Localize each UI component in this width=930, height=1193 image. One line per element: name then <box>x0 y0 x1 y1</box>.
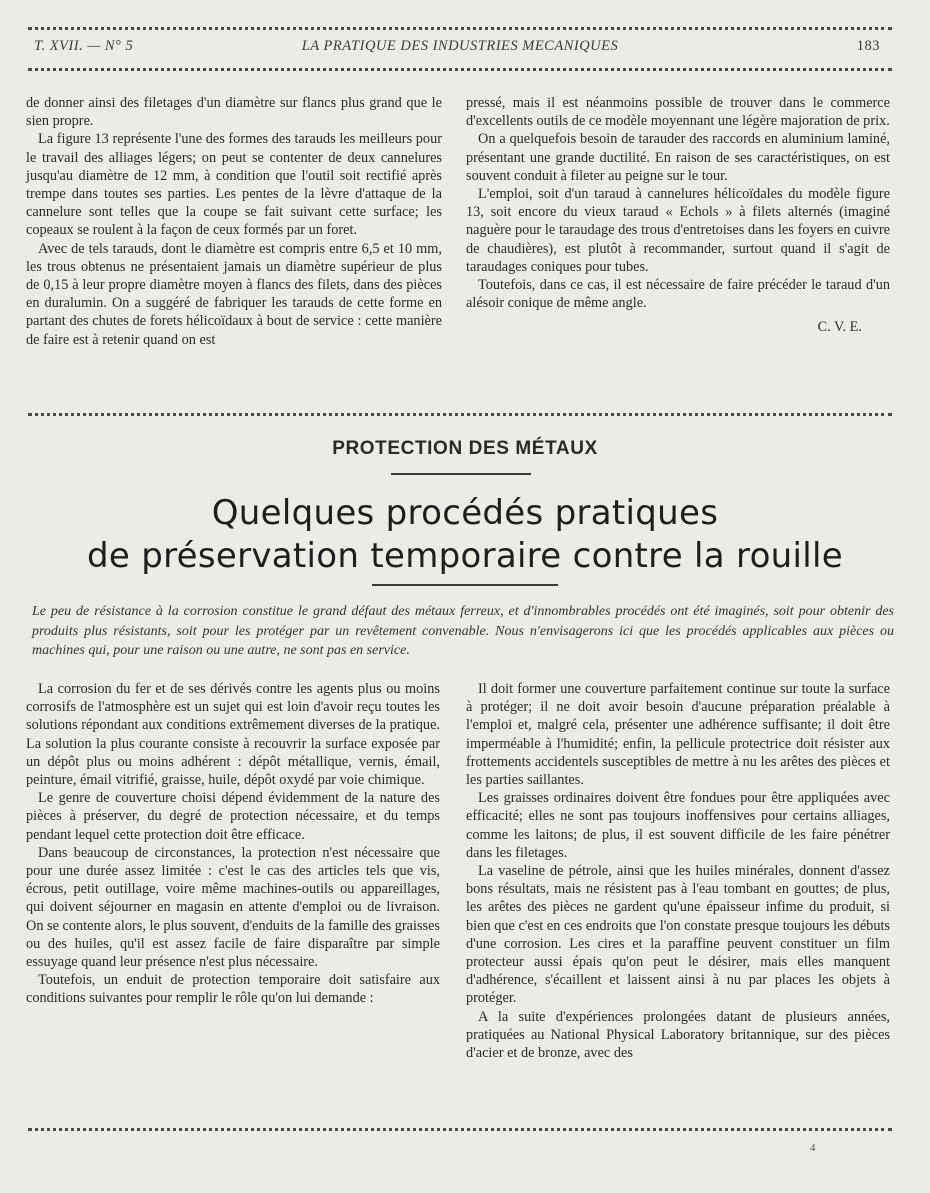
paragraph: pressé, mais il est néanmoins possible de trouver dans le commerce d'excellents outils de ce modèle moyennant une légère majoration de prix. <box>466 95 890 130</box>
bottom-right-column <box>466 680 890 1062</box>
paragraph: Dans beaucoup de circonstances, la protection n'est nécessaire que pour une durée assez limitée : c'est le cas des articles tels que vis, écrous, petit outillage, voire même machines-outils ou appareillages, qui doivent séjourner en magasin en attente d'emploi ou de livraison. On se contente alors, le plus souvent, d'enduits de la famille des graisses ou des huiles, qu'il est assez facile de faire disparaître par simple essuyage quand leur présence n'est plus nécessaire. <box>26 844 440 971</box>
footer-mark: 4 <box>810 1142 816 1154</box>
header-dotted-rule <box>28 68 892 71</box>
article-lede: Le peu de résistance à la corrosion constitue le grand défaut des métaux ferreux, et d'innombrables procédés ont été imaginés, soit pour obtenir des produits plus résistants, soit pour les protéger par un revêtement convenable. Nous n'envisagerons ici que les procédés applicables aux pièces ou machines qui, pour une raison ou une autre, ne sont pas en service. <box>32 604 894 658</box>
page-number: 183 <box>856 38 880 54</box>
paragraph: L'emploi, soit d'un taraud à cannelures hélicoïdales du modèle figure 13, soit encore du vieux taraud « Echols » à filets alternés (imaginé naguère pour le taraudage des trous d'entretoises dans les foyers en cuivre de chaudières), est plutôt à recommander, surtout quand il s'agit de taraudages coniques pour tubes. <box>466 186 890 275</box>
author-signature: C. V. E. <box>817 319 862 336</box>
paragraph: de donner ainsi des filetages d'un diamètre sur flancs plus grand que le sien propre. <box>26 95 442 130</box>
title-rule <box>372 584 558 586</box>
title-line-2: de préservation temporaire contre la rouille <box>87 536 843 576</box>
paragraph: Toutefois, dans ce cas, il est nécessaire de faire précéder le taraud d'un alésoir conique de même angle. <box>466 277 890 312</box>
title-line-1: Quelques procédés pratiques <box>211 493 719 533</box>
heading-rule <box>391 473 531 475</box>
paragraph: Avec de tels tarauds, dont le diamètre est compris entre 6,5 et 10 mm, les trous obtenus ne présentaient jamais un diamètre supérieur de plus de 0,15 à leur propre diamètre moyen à flancs des filets, dans des pièces en duralumin. On a suggéré de fabriquer les tarauds de cette forme en partant des chutes de forets hélicoïdaux à bout de service : cette manière de faire est à retenir quand on est <box>26 240 442 348</box>
paragraph: La vaseline de pétrole, ainsi que les huiles minérales, donnent d'assez bons résultats, mais ne résistent pas à l'eau tombant en gouttes; de plus, les arêtes des pièces ne gardent qu'une épaisseur infime du produit, si bien que c'est en ces endroits que l'on constate presque toujours les débuts d'une corrosion. Les cires et la paraffine peuvent constituer un film protecteur aussi épais qu'on peut le désirer, mais elles manquent d'adhérence, s'écaillent et laissent ainsi à nu par places les objets à protéger. <box>466 863 890 1007</box>
paragraph: La figure 13 représente l'une des formes des tarauds les meilleurs pour le travail des alliages légers; on peut se contenter de deux cannelures jusqu'au diamètre de 12 mm, à condition que l'outil soit rectifié après trempe dans toutes ses parties. Les pentes de la lèvre d'attaque de la cannelure sont telles que la coupe se fait suivant cette surface; les copeaux se roulent à la façon de ceux formés par un foret. <box>26 131 442 239</box>
journal-title: LA PRATIQUE DES INDUSTRIES MECANIQUES <box>301 38 619 54</box>
footer-dotted-rule <box>28 1128 892 1131</box>
top-right-column <box>466 94 890 337</box>
bottom-left-column <box>26 680 440 1008</box>
paragraph: Toutefois, un enduit de protection temporaire doit satisfaire aux conditions suivantes pour remplir le rôle qu'on lui demande : <box>26 972 440 1007</box>
volume-issue: T. XVII. — N° 5 <box>34 38 134 54</box>
paragraph: On a quelquefois besoin de tarauder des raccords en aluminium laminé, présentant une grande ductilité. En raison de ses caractéristiques, on est souvent conduit à fileter au peigne sur le tour. <box>466 131 890 184</box>
top-left-column <box>26 94 442 349</box>
top-dotted-rule <box>28 27 892 30</box>
paragraph: Les graisses ordinaires doivent être fondues pour être appliquées avec efficacité; elles ne sont pas toujours inoffensives pour certains alliages, comme les laitons; de plus, il est souvent difficile de les faire pénétrer dans les filetages. <box>466 790 890 861</box>
paragraph: Il doit former une couverture parfaitement continue sur toute la surface à protéger; il ne doit avoir besoin d'aucune préparation préalable à l'emploi et, malgré cela, présenter une adhérence suffisante; il doit être imperméable à l'humidité; enfin, la pellicule protectrice doit résister aux frottements accidentels susceptibles de mettre à nu les arêtes des pièces et les parties saillantes. <box>466 681 890 789</box>
article-title <box>0 492 930 578</box>
paragraph: La corrosion du fer et de ses dérivés contre les agents plus ou moins corrosifs de l'atmosphère est un sujet qui est loin d'avoir reçu toutes les solutions répondant aux conditions extrêmement diverses de la pratique. La solution la plus courante consiste à recouvrir la surface exposée par un dépôt plus ou moins adhérent : dépôt métallique, vernis, émail, peinture, émail vitrifié, graisse, huile, dépôt oxydé par voie chimique. <box>26 681 440 789</box>
paragraph: Le genre de couverture choisi dépend évidemment de la nature des pièces à préserver, du degré de protection nécessaire, et du temps pendant lequel cette protection doit être efficace. <box>26 790 440 843</box>
section-dotted-rule <box>28 413 892 416</box>
running-header <box>34 38 886 60</box>
paragraph: A la suite d'expériences prolongées datant de plusieurs années, pratiquées au National Physical Laboratory britannique, sur des pièces d'acier et de bronze, avec des <box>466 1008 890 1062</box>
section-heading: PROTECTION DES MÉTAUX <box>332 438 598 459</box>
